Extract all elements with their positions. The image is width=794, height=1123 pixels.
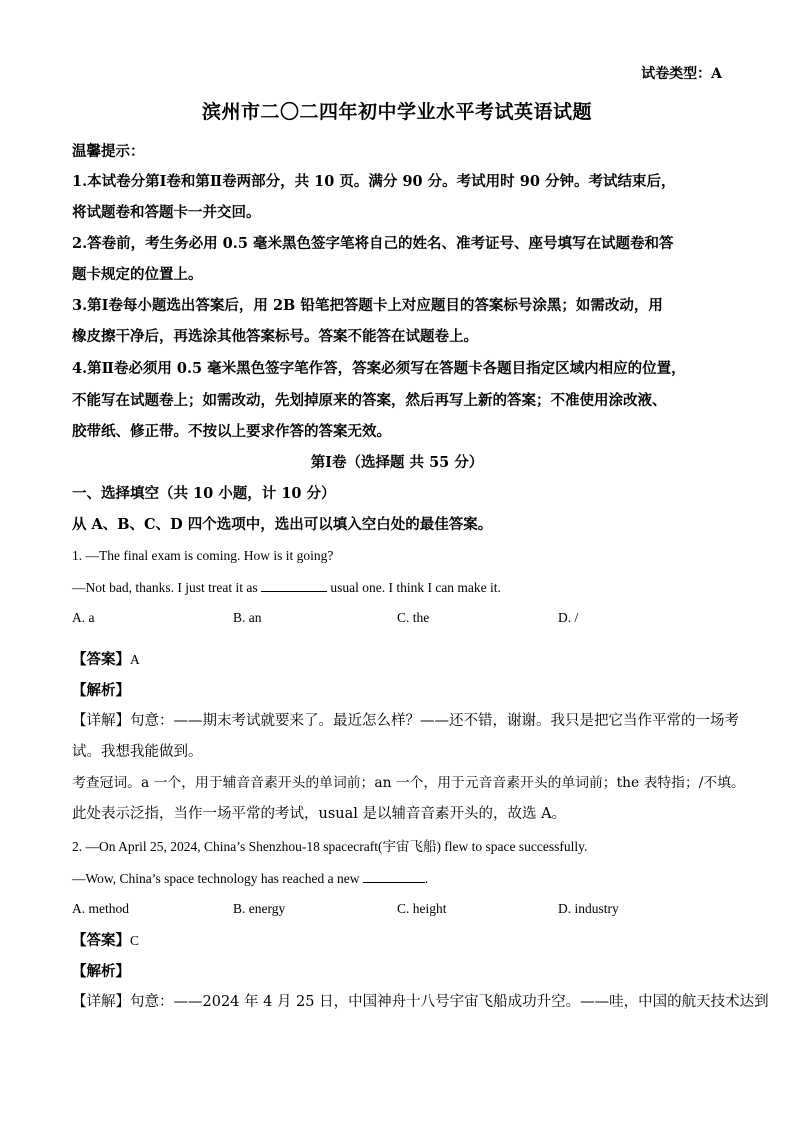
- question-2-response: [72, 870, 722, 887]
- option-a: A. a: [72, 610, 95, 625]
- question-2-options: [72, 901, 722, 919]
- option-d: D. /: [558, 610, 579, 625]
- option-b: B. an: [233, 610, 262, 625]
- exam-title: 滨州市二〇二四年初中学业水平考试英语试题: [201, 101, 592, 123]
- question-1-prompt: 1. —The final exam is coming. How is it going?: [72, 548, 334, 563]
- notice-line: 3.第Ⅰ卷每小题选出答案后，用 2B 铅笔把答题卡上对应题目的答案标号涂黑；如需改动，用: [72, 297, 663, 314]
- question-2-response-post: .: [424, 871, 429, 887]
- notice-heading: 温馨提示：: [72, 143, 145, 160]
- option-c: C. the: [397, 610, 430, 625]
- option-b: B. energy: [233, 901, 286, 916]
- question-1-detail: 此处表示泛指，当作一场平常的考试，usual 是以辅音音素开头的，故选 A。: [72, 806, 567, 822]
- part-title: 一、选择填空（共 10 小题，计 10 分）: [72, 485, 336, 502]
- question-2-response-pre: —Wow, China’s space technology has reached a new: [72, 871, 360, 887]
- question-2-blank: [363, 870, 425, 883]
- answer-label: 【答案】: [72, 932, 130, 949]
- question-1-detail: 试。我想我能做到。: [72, 744, 203, 760]
- section-title: 第Ⅰ卷（选择题 共 55 分）: [310, 454, 484, 471]
- notice-line: 4.第Ⅱ卷必须用 0.5 毫米黑色签字笔作答，答案必须写在答题卡各题目指定区域内相应的位置，: [72, 360, 686, 377]
- notice-line: 胶带纸、修正带。不按以上要求作答的答案无效。: [72, 423, 391, 440]
- question-1-response-pre: —Not bad, thanks. I just treat it as: [72, 580, 258, 596]
- notice-line: 不能写在试题卷上；如需改动，先划掉原来的答案，然后再写上新的答案；不准使用涂改液、: [72, 392, 667, 409]
- notice-line: 2.答卷前，考生务必用 0.5 毫米黑色签字笔将自己的姓名、准考证号、座号填写在试题卷和答: [72, 235, 674, 252]
- question-1-options: [72, 610, 722, 628]
- question-1-response-post: usual one. I think I can make it.: [326, 580, 501, 596]
- question-2-prompt: 2. —On April 25, 2024, China’s Shenzhou-18 spacecraft(宇宙飞船) flew to space successfully.: [72, 839, 588, 854]
- part-instruction: 从 A、B、C、D 四个选项中，选出可以填入空白处的最佳答案。: [72, 516, 493, 533]
- notice-line: 题卡规定的位置上。: [72, 266, 203, 283]
- question-1-detail: 【详解】句意：——期末考试就要来了。最近怎么样？——还不错，谢谢。我只是把它当作平常的一场考: [72, 713, 739, 729]
- paper-type: 试卷类型：A: [641, 66, 722, 82]
- option-c: C. height: [397, 901, 447, 916]
- notice-line: 将试题卷和答题卡一并交回。: [72, 204, 261, 221]
- option-a: A. method: [72, 901, 129, 916]
- option-d: D. industry: [558, 901, 619, 916]
- question-1-blank: [261, 579, 327, 592]
- answer-value: C: [130, 933, 140, 948]
- question-2-detail: 【详解】句意：——2024 年 4 月 25 日，中国神舟十八号宇宙飞船成功升空。——哇，中国的航天技术达到: [72, 994, 769, 1010]
- question-1-answer: [72, 651, 722, 669]
- answer-label: 【答案】: [72, 651, 130, 668]
- answer-value: A: [130, 652, 140, 667]
- question-1-detail: 考查冠词。a 一个，用于辅音音素开头的单词前；an 一个，用于元音音素开头的单词前；the 表特指；/不填。: [72, 775, 745, 791]
- question-2-analysis-label: 【解析】: [72, 963, 130, 980]
- question-1-response: [72, 579, 722, 596]
- question-1-analysis-label: 【解析】: [72, 682, 130, 699]
- notice-line: 1.本试卷分第Ⅰ卷和第Ⅱ卷两部分，共 10 页。满分 90 分。考试用时 90 分钟。考试结束后，: [72, 173, 676, 190]
- notice-line: 橡皮擦干净后，再选涂其他答案标号。答案不能答在试题卷上。: [72, 328, 478, 345]
- question-2-answer: [72, 932, 722, 950]
